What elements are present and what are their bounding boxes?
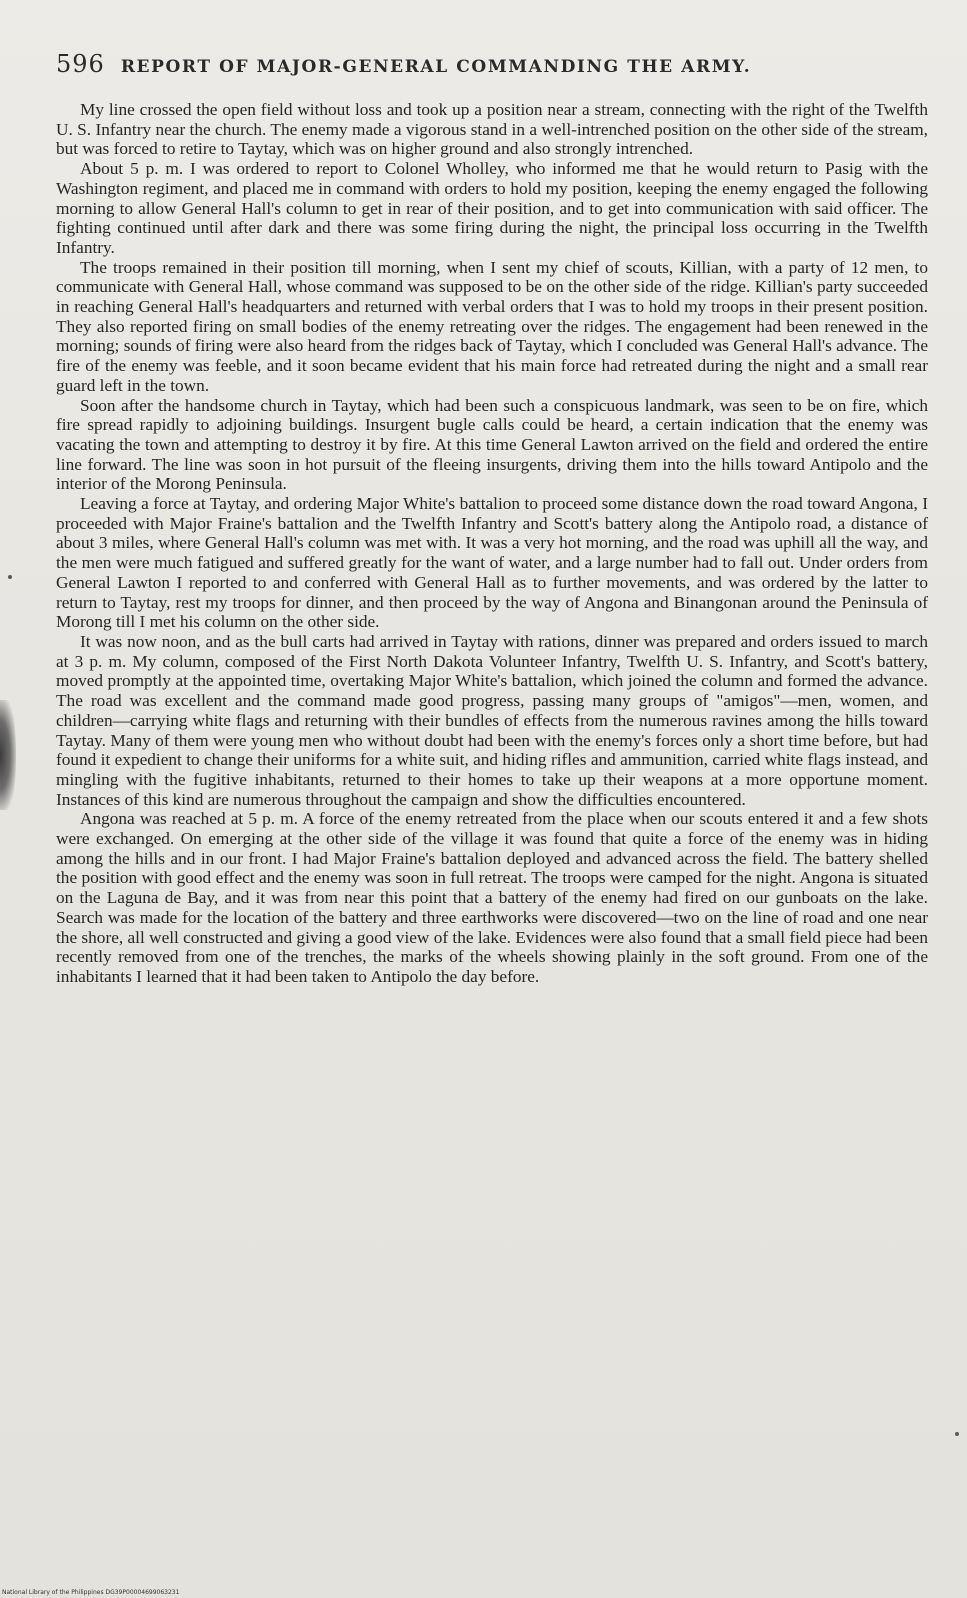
paragraph: Soon after the handsome church in Taytay, which had been such a conspicuous landmark, was seen to be on fire, which fire spread rapidly to adjoining buildings. Insurgent bugle calls could be heard, a certain indication that the enemy was vacating the town and attempting to destroy it by fire. At this time General Lawton arrived on the field and ordered the entire line forward. The line was soon in hot pursuit of the fleeing insurgents, driving them into the hills toward Antipolo and the interior of the Morong Peninsula. [56,395,928,494]
paragraph: Leaving a force at Taytay, and ordering Major White's battalion to proceed some distance down the road toward Angona, I proceeded with Major Fraine's battalion and the Twelfth Infantry and Scott's battery along the Antipolo road, a distance of about 3 miles, where General Hall's column was met with. It was a very hot morning, and the road was uphill all the way, and the men were much fatigued and suffered greatly for the want of water, and a large number had to fall out. Under orders from General Lawton I reported to and conferred with General Hall as to further movements, and was ordered by the latter to return to Taytay, rest my troops for dinner, and then proceed by the way of Angona and Binangonan around the Peninsula of Morong till I met his column on the other side. [56,494,928,632]
scan-speck [8,575,12,579]
report-body [56,100,928,987]
paragraph: The troops remained in their position till morning, when I sent my chief of scouts, Killian, with a party of 12 men, to communicate with General Hall, whose command was supposed to be on the other side of the ridge. Killian's party succeeded in reaching General Hall's headquarters and returned with verbal orders that I was to hold my troops in their present position. They also reported firing on small bodies of the enemy retreating over the ridges. The engagement had been renewed in the morning; sounds of firing were also heard from the ridges back of Taytay, which I concluded was General Hall's advance. The fire of the enemy was feeble, and it soon became evident that his main force had retreated during the night and a small rear guard left in the town. [56,257,928,395]
page-number: 596 [56,50,105,78]
running-head: REPORT OF MAJOR-GENERAL COMMANDING THE ARMY. [120,57,752,77]
paragraph: Angona was reached at 5 p. m. A force of the enemy retreated from the place when our scouts entered it and a few shots were exchanged. On emerging at the other side of the village it was found that quite a force of the enemy was in hiding among the hills and in our front. I had Major Fraine's battalion deployed and advanced across the field. The battery shelled the position with good effect and the enemy was soon in full retreat. The troops were camped for the night. Angona is situated on the Laguna de Bay, and it was from near this point that a battery of the enemy had fired on our gunboats on the lake. Search was made for the location of the battery and three earthworks were discovered—two on the line of road and one near the shore, all well constructed and giving a good view of the lake. Evidences were also found that a small field piece had been recently removed from one of the trenches, the marks of the wheels showing plainly in the soft ground. From one of the inhabitants I learned that it had been taken to Antipolo the day before. [56,809,928,986]
binding-shadow [0,700,16,810]
paragraph: About 5 p. m. I was ordered to report to Colonel Wholley, who informed me that he would return to Pasig with the Washington regiment, and placed me in command with orders to hold my position, keeping the enemy engaged the following morning to allow General Hall's column to get in rear of their position, and to get into communication with said officer. The fighting continued until after dark and there was some firing during the night, the principal loss occurring in the Twelfth Infantry. [56,159,928,257]
paragraph: My line crossed the open field without loss and took up a position near a stream, connecting with the right of the Twelfth U. S. Infantry near the church. The enemy made a vigorous stand in a well-intrenched position on the other side of the stream, but was forced to retire to Taytay, which was on higher ground and also strongly intrenched. [56,100,928,159]
scan-speck [955,1432,959,1436]
archive-credit: National Library of the Philippines DG39P00004699063231 [2,1589,180,1596]
page-header [56,50,856,78]
paragraph: It was now noon, and as the bull carts had arrived in Taytay with rations, dinner was prepared and orders issued to march at 3 p. m. My column, composed of the First North Dakota Volunteer Infantry, Twelfth U. S. Infantry, and Scott's battery, moved promptly at the appointed time, overtaking Major White's battalion, which joined the column and formed the advance. The road was excellent and the command made good progress, passing many groups of "amigos"—men, women, and children—carrying white flags and returning with their bundles of effects from the numerous ravines among the hills toward Taytay. Many of them were young men who without doubt had been with the enemy's forces only a short time before, but had found it expedient to change their uniforms for a white suit, and hiding rifles and ammunition, carried white flags instead, and mingling with the fugitive inhabitants, returned to their homes to take up their weapons at a more opportune moment. Instances of this kind are numerous throughout the campaign and show the difficulties encountered. [56,631,928,809]
